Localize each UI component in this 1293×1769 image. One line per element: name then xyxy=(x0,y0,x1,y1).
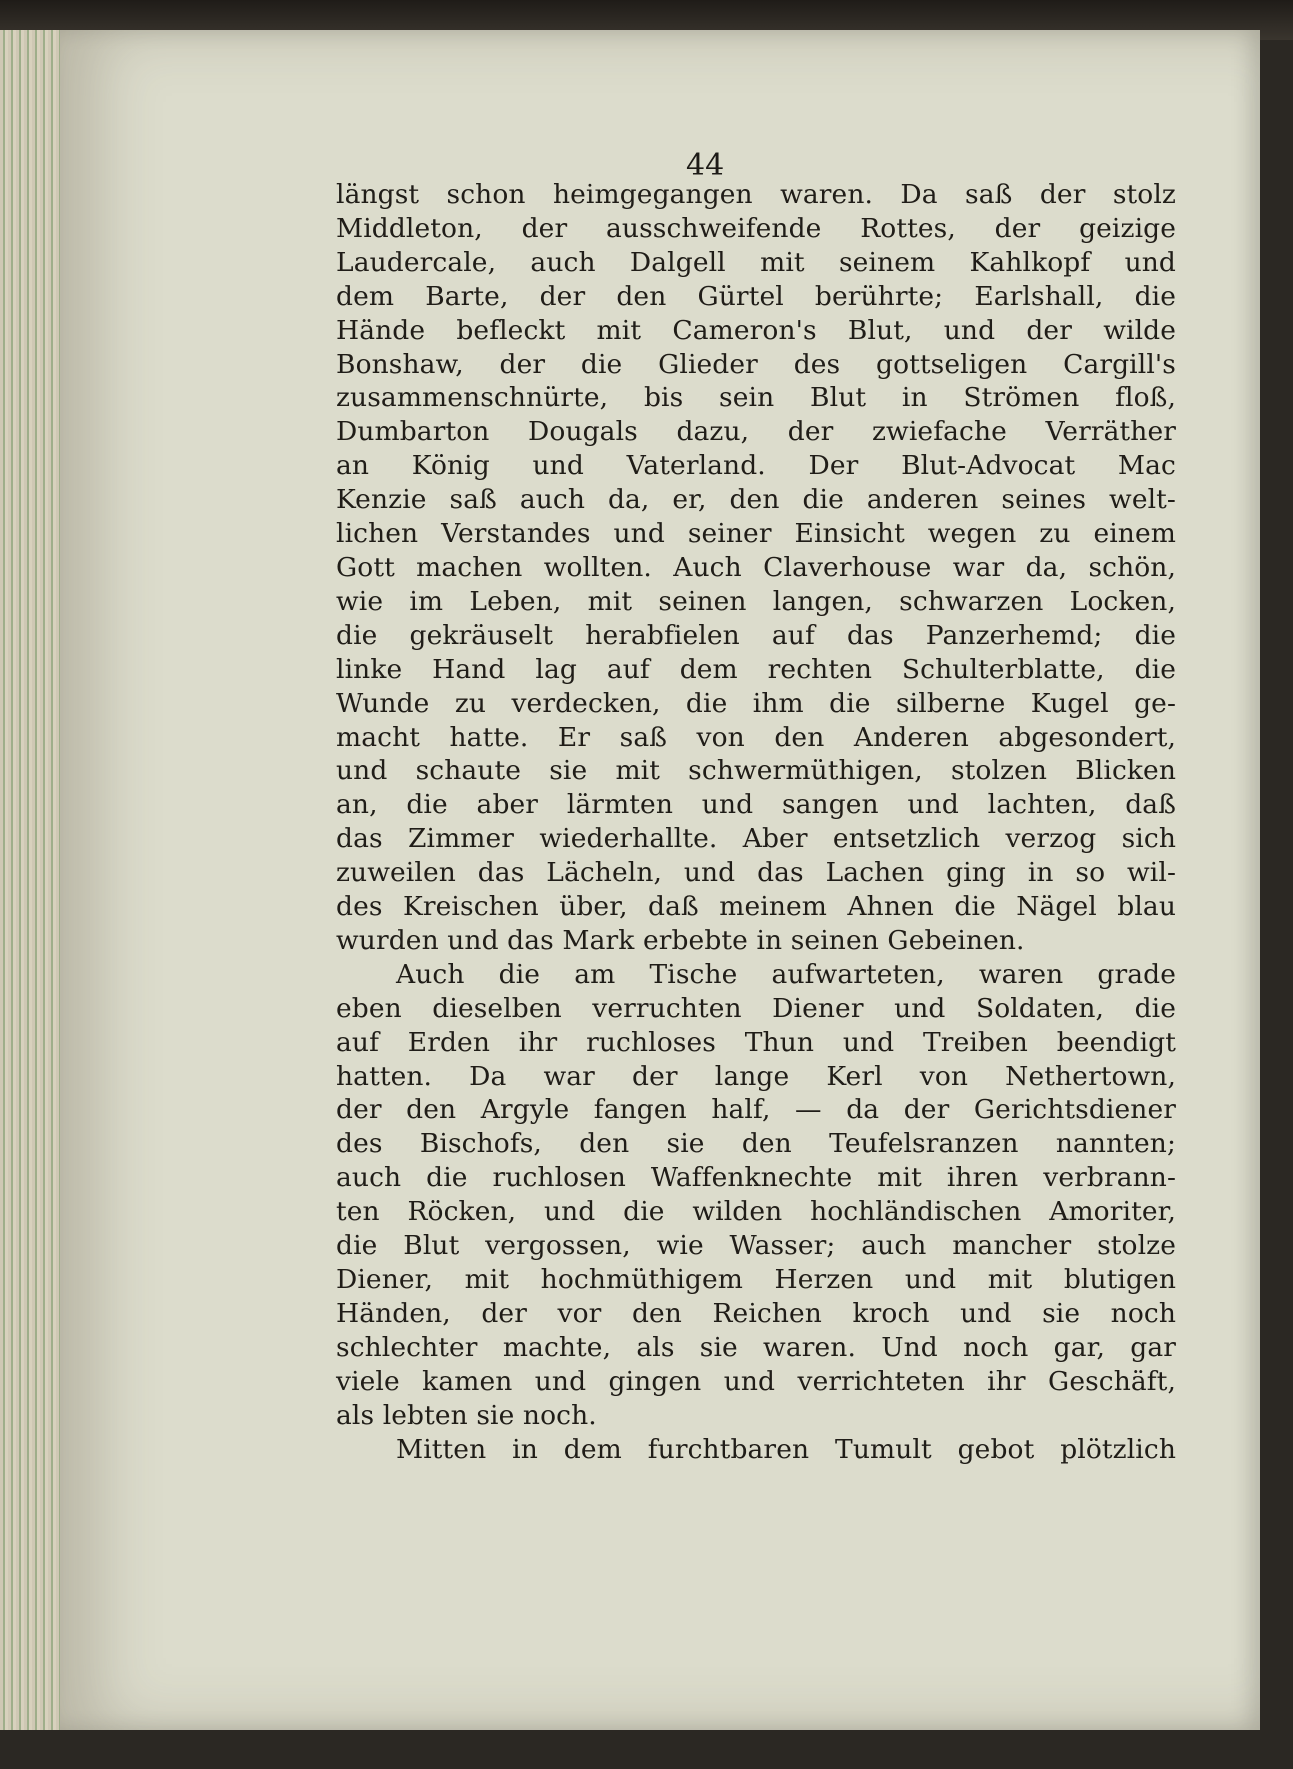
text-line: längst schon heimgegangen waren. Da saß der stolz xyxy=(336,179,1176,210)
text-line: zuweilen das Lächeln, und das Lachen ging in so wil- xyxy=(336,857,1176,889)
text-line: Wunde zu verdecken, die ihm die silberne Kugel ge- xyxy=(336,687,1176,719)
text-line: Dumbarton Dougals dazu, der zwiefache Verräther xyxy=(336,416,1176,448)
text-line: des Bischofs, den sie den Teufelsranzen nannten; xyxy=(336,1128,1176,1160)
text-line: dem Barte, der den Gürtel berührte; Earlshall, die xyxy=(336,280,1176,312)
text-line: Laudercale, auch Dalgell mit seinem Kahlkopf und xyxy=(336,246,1176,278)
text-line: auch die ruchlosen Waffenknechte mit ihren verbrann- xyxy=(336,1162,1176,1194)
text-line: eben dieselben verruchten Diener und Soldaten, die xyxy=(336,992,1176,1024)
text-line: wurden und das Mark erbebte in seinen Gebeinen. xyxy=(336,924,1025,956)
text-line: das Zimmer wiederhallte. Aber entsetzlich verzog sich xyxy=(336,823,1176,855)
text-line: Kenzie saß auch da, er, den die anderen seines welt- xyxy=(336,484,1176,516)
text-line: Gott machen wollten. Auch Claverhouse war da, schön, xyxy=(336,551,1176,583)
text-line: die Blut vergossen, wie Wasser; auch mancher stolze xyxy=(336,1230,1176,1262)
text-line: Diener, mit hochmüthigem Herzen und mit blutigen xyxy=(336,1264,1176,1295)
text-line: schlechter machte, als sie waren. Und noch gar, gar xyxy=(336,1331,1176,1363)
text-line: ten Röcken, und die wilden hochländischen Amoriter, xyxy=(336,1196,1176,1228)
text-line: Mitten in dem furchtbaren Tumult gebot plötzlich xyxy=(396,1433,1176,1465)
text-line: macht hatte. Er saß von den Anderen abgesondert, xyxy=(336,721,1176,753)
text-line: des Kreischen über, daß meinem Ahnen die Nägel blau xyxy=(336,891,1176,923)
text-line: die gekräuselt herabfielen auf das Panzerhemd; die xyxy=(336,619,1176,651)
text-line: Hände befleckt mit Cameron's Blut, und der wilde xyxy=(336,314,1176,346)
body-text xyxy=(336,178,1176,1466)
text-line: Middleton, der ausschweifende Rottes, der geizige xyxy=(336,212,1176,244)
text-line: Händen, der vor den Reichen kroch und sie noch xyxy=(336,1297,1176,1329)
text-line: hatten. Da war der lange Kerl von Nethertown, xyxy=(336,1060,1176,1092)
text-line: an König und Vaterland. Der Blut-Advocat Mac xyxy=(336,450,1176,482)
text-line: und schaute sie mit schwermüthigen, stolzen Blicken xyxy=(336,755,1176,787)
text-line: linke Hand lag auf dem rechten Schulterblatte, die xyxy=(336,653,1176,685)
text-line: wie im Leben, mit seinen langen, schwarzen Locken, xyxy=(336,585,1176,617)
text-line: viele kamen und gingen und verrichteten ihr Geschäft, xyxy=(336,1365,1176,1397)
text-line: der den Argyle fangen half, — da der Gerichtsdiener xyxy=(336,1094,1176,1126)
text-line: an, die aber lärmten und sangen und lachten, daß xyxy=(336,789,1176,821)
text-line: Auch die am Tische aufwarteten, waren grade xyxy=(396,958,1176,990)
text-line: zusammenschnürte, bis sein Blut in Strömen floß, xyxy=(336,382,1176,414)
text-line: lichen Verstandes und seiner Einsicht wegen zu einem xyxy=(336,518,1176,550)
text-line: Bonshaw, der die Glieder des gottseligen Cargill's xyxy=(336,348,1176,380)
page-number: 44 xyxy=(686,148,725,183)
text-line: auf Erden ihr ruchloses Thun und Treiben beendigt xyxy=(336,1026,1176,1058)
text-line: als lebten sie noch. xyxy=(336,1399,597,1431)
